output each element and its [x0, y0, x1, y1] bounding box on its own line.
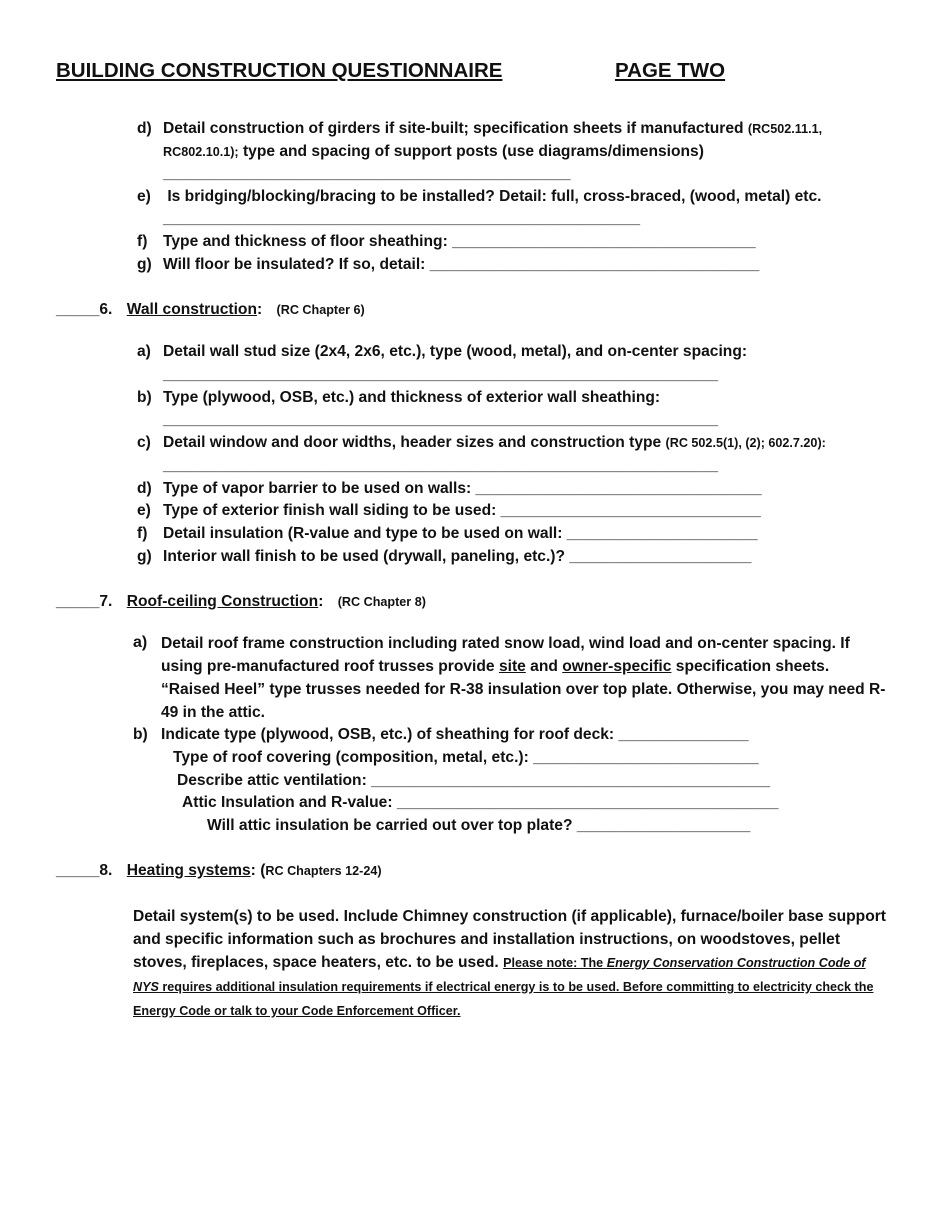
- attic-insulation-line[interactable]: Attic Insulation and R-value: ____________________________________________: [182, 794, 779, 811]
- code-ref: RC802.10.1);: [163, 145, 239, 159]
- code-ref: (RC Chapter 6): [276, 303, 365, 317]
- item-text[interactable]: Indicate type (plywood, OSB, etc.) of sheathing for roof deck: _______________: [161, 726, 749, 743]
- item-f: [137, 232, 756, 252]
- answer-blank[interactable]: ________________________________________________________________: [163, 457, 719, 474]
- item-7b: [133, 725, 749, 745]
- item-text: Detail window and door widths, header sizes and construction type: [163, 434, 662, 451]
- answer-blank[interactable]: _______________________________________________: [163, 165, 571, 182]
- top-plate-line[interactable]: Will attic insulation be carried out over top plate? ____________________: [207, 817, 751, 834]
- section-number: 7.: [99, 593, 113, 610]
- note-pre: Please note: The: [503, 956, 604, 970]
- item-label: f): [137, 233, 148, 250]
- section-number: 6.: [99, 301, 113, 318]
- underlined-term: site: [498, 658, 526, 675]
- item-text: Detail roof frame construction including rated snow load, wind load and on-center spacing. If using pre-manufactured roof trusses provide: [161, 635, 850, 675]
- item-text: Detail wall stud size (2x4, 2x6, etc.), type (wood, metal), and on-center spacing:: [163, 343, 748, 360]
- item-g: [137, 255, 759, 275]
- heating-text: Detail system(s) to be used. Include Chimney construction (if applicable), furnace/boiler base support and specific information such as brochures and installation instructions, on woodstoves, pellet stoves, fireplaces, space heaters, etc. to be used.: [133, 908, 886, 971]
- roof-covering-line[interactable]: Type of roof covering (composition, metal, etc.): __________________________: [173, 749, 759, 766]
- item-7a-text: [161, 632, 886, 724]
- section-check-blank[interactable]: _____: [56, 593, 100, 610]
- section-number: 8.: [99, 862, 113, 879]
- item-text: specification sheets. “Raised Heel” type trusses needed for R-38 insulation over top plate. Otherwise, you may need R-49 in the attic.: [161, 658, 886, 721]
- item-6b: [137, 388, 660, 408]
- answer-blank[interactable]: ________________________________________________________________: [163, 411, 719, 428]
- item-text: and: [530, 658, 558, 675]
- code-ref: (RC Chapter 8): [337, 595, 426, 609]
- answer-blank[interactable]: _______________________________________________________: [163, 210, 640, 227]
- item-label: g): [137, 256, 152, 273]
- item-6f: [137, 524, 758, 544]
- item-label: f): [137, 525, 148, 542]
- item-6d: [137, 479, 762, 499]
- section-7-heading: [56, 593, 426, 611]
- page-title: BUILDING CONSTRUCTION QUESTIONNAIRE: [56, 59, 503, 82]
- item-text: Type (plywood, OSB, etc.) and thickness of exterior wall sheathing:: [163, 389, 661, 406]
- code-ref: (RC502.11.1,: [747, 122, 823, 136]
- item-text: Is bridging/blocking/bracing to be installed? Detail: full, cross-braced, (wood, metal) etc.: [167, 188, 822, 205]
- item-text[interactable]: Type of exterior finish wall siding to be used: ______________________________: [163, 502, 761, 519]
- item-text: Detail construction of girders if site-built; specification sheets if manufactured: [163, 120, 744, 137]
- section-colon: : (: [250, 862, 266, 879]
- section-check-blank[interactable]: _____: [56, 301, 100, 318]
- item-text[interactable]: Type and thickness of floor sheathing: ___________________________________: [163, 233, 756, 250]
- item-d-cont: [163, 142, 704, 162]
- item-text[interactable]: Interior wall finish to be used (drywall, paneling, etc.)? _____________________: [163, 548, 752, 565]
- section-6-heading: [56, 301, 365, 319]
- section-title: Wall construction: [126, 301, 257, 318]
- code-ref: (RC 502.5(1), (2); 602.7.20):: [665, 436, 826, 450]
- item-text[interactable]: Will floor be insulated? If so, detail: ______________________________________: [163, 256, 760, 273]
- section-check-blank[interactable]: _____: [56, 862, 100, 879]
- page-number: PAGE TWO: [615, 59, 726, 82]
- item-6a: [137, 342, 747, 362]
- item-label: d): [137, 120, 152, 137]
- item-label: b): [137, 389, 152, 406]
- answer-blank[interactable]: ________________________________________________________________: [163, 366, 719, 383]
- item-text: type and spacing of support posts (use diagrams/dimensions): [242, 143, 704, 160]
- item-e: [137, 187, 822, 207]
- item-label: a): [137, 343, 151, 360]
- section-title: Heating systems: [126, 862, 251, 879]
- item-label: g): [137, 548, 152, 565]
- item-text[interactable]: Detail insulation (R-value and type to be used on wall: ______________________: [163, 525, 758, 542]
- item-7a-label: a): [133, 634, 148, 651]
- item-d: [137, 119, 822, 139]
- item-label: c): [137, 434, 151, 451]
- section-title: Roof-ceiling Construction: [126, 593, 319, 610]
- item-label: d): [137, 480, 152, 497]
- note-post: requires additional insulation requirements if electrical energy is to be used. Before committing to electricity check the Energy Code or talk to your Code Enforcement Officer.: [133, 980, 874, 1018]
- item-label: e): [137, 502, 151, 519]
- section-colon: :: [256, 301, 263, 318]
- note-italic: Energy Conservation Construction Code of NYS: [133, 956, 866, 994]
- section-colon: :: [318, 593, 324, 610]
- code-ref: RC Chapters 12-24): [265, 864, 382, 878]
- item-6c: [137, 433, 826, 453]
- underlined-term: owner-specific: [562, 658, 672, 675]
- item-text[interactable]: Type of vapor barrier to be used on walls: _________________________________: [163, 480, 762, 497]
- section-8-heading: [56, 862, 382, 880]
- heating-paragraph: [133, 905, 893, 1023]
- item-label: b): [133, 726, 148, 743]
- item-6e: [137, 501, 761, 521]
- item-6g: [137, 547, 751, 567]
- attic-ventilation-line[interactable]: Describe attic ventilation: ______________________________________________: [177, 772, 771, 789]
- item-label: e): [137, 188, 151, 205]
